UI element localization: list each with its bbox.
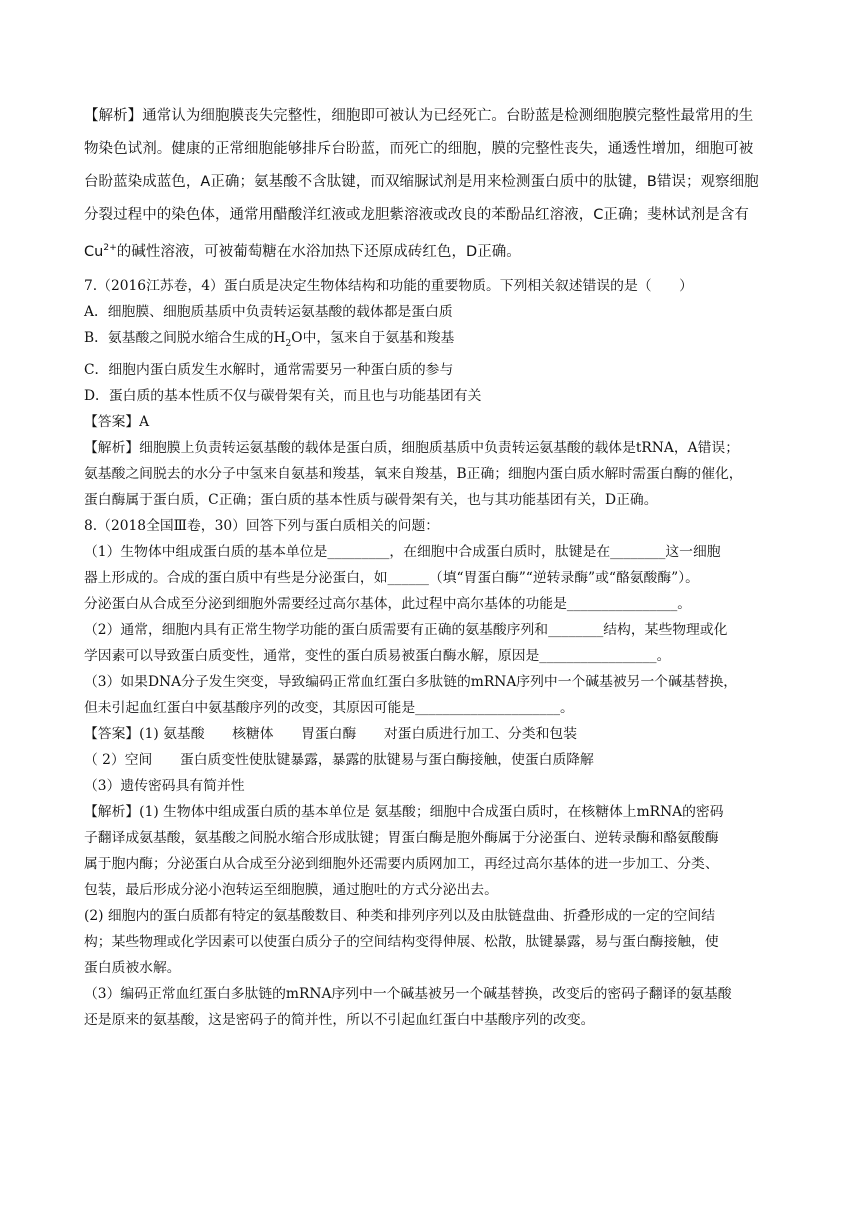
answer-line: 【答案】(1) 氨基酸 核糖体 胃蛋白酶 对蛋白质进行加工、分类和包装 [84,725,578,742]
ion-formula: Cu [84,243,104,260]
analysis-line: 蛋白质被水解。 [84,959,181,976]
sub-question-2: 学因素可以导致蛋白质变性，通常，变性的蛋白质易被蛋白酶水解，原因是_________________。 [84,647,671,664]
analysis-line: 蛋白酶属于蛋白质，C正确；蛋白质的基本性质与碳骨架有关，也与其功能基团有关，D正确。 [84,491,658,508]
analysis-line: 子翻译成氨基酸，氨基酸之间脱水缩合形成肽键；胃蛋白酶是胞外酶属于分泌蛋白、逆转录酶和酪氨酸酶 [84,829,719,846]
option-a: A．细胞膜、细胞质基质中负责转运氨基酸的载体都是蛋白质 [84,303,453,320]
sub-question-1: （1）生物体中组成蛋白质的基本单位是_________，在细胞中合成蛋白质时，肽键是在________这一细胞 [84,543,721,560]
analysis-line: (2) 细胞内的蛋白质都有特定的氨基酸数目、种类和排列序列以及由肽链盘曲、折叠形成的一定的空间结 [84,907,715,924]
option-b-text: B．氨基酸之间脱水缩合生成的H [84,329,286,346]
option-c: C．细胞内蛋白质发生水解时，通常需要另一种蛋白质的参与 [84,361,454,378]
ion-charge: 2+ [103,243,117,253]
question-8 [84,513,784,1033]
analysis-line: 【解析】通常认为细胞膜丧失完整性，细胞即可被认为已经死亡。台盼蓝是检测细胞膜完整性最常用的生 [84,108,754,124]
analysis-line: （3）编码正常血红蛋白多肽链的mRNA序列中一个碱基被另一个碱基替换，改变后的密码子翻译的氨基酸 [84,985,732,1002]
question-7 [84,273,784,513]
option-b-text-end: O中，氢来自于氨基和羧基 [291,329,455,346]
option-d: D．蛋白质的基本性质不仅与碳骨架有关，而且也与功能基团有关 [84,387,482,404]
sub-question-1: 分泌蛋白从合成至分泌到细胞外需要经过高尔基体，此过程中高尔基体的功能是________________。 [84,595,692,612]
question-stem: 8.（2018全国Ⅲ卷，30）回答下列与蛋白质相关的问题： [84,517,440,534]
answer-label: 【答案】A [84,413,150,430]
formula-subscript: 2 [285,338,292,349]
sub-question-1: 器上形成的。合成的蛋白质中有些是分泌蛋白，如______（填“胃蛋白酶”“逆转录酶”或“酪氨酸酶”）。 [84,569,699,586]
document-page [84,96,784,1033]
answer-line: （3）遗传密码具有简并性 [84,777,245,794]
analysis-line: 构；某些物理或化学因素可以使蛋白质分子的空间结构变得伸展、松散，肽键暴露，易与蛋白酶接触，使 [84,933,719,950]
question-stem: 7.（2016江苏卷，4）蛋白质是决定生物体结构和功能的重要物质。下列相关叙述错误的是（ ） [84,277,693,294]
analysis-line: 【解析】细胞膜上负责转运氨基酸的载体是蛋白质，细胞质基质中负责转运氨基酸的载体是tRNA，A错误； [84,439,739,456]
sub-question-3: 但未引起血红蛋白中氨基酸序列的改变，其原因可能是_____________________。 [84,699,574,716]
analysis-line: 包装，最后形成分泌小泡转运至细胞膜，通过胞吐的方式分泌出去。 [84,881,498,898]
analysis-line: 还是原来的氨基酸，这是密码子的简并性，所以不引起血红蛋白中基酸序列的改变。 [84,1011,595,1028]
analysis-block-q6 [84,103,784,265]
analysis-line: 【解析】(1) 生物体中组成蛋白质的基本单位是 氨基酸；细胞中合成蛋白质时，在核糖体上mRNA的密码 [84,803,724,820]
analysis-line: 物染色试剂。健康的正常细胞能够排斥台盼蓝，而死亡的细胞，膜的完整性丧失，通透性增加，细胞可被 [84,141,754,157]
sub-question-3: （3）如果DNA分子发生突变，导致编码正常血红蛋白多肽链的mRNA序列中一个碱基被另一个碱基替换， [84,673,738,690]
sub-question-2: （2）通常，细胞内具有正常生物学功能的蛋白质需要有正确的氨基酸序列和________结构，某些物理或化 [84,621,728,638]
analysis-line: 台盼蓝染成蓝色，A正确；氨基酸不含肽键，而双缩脲试剂是用来检测蛋白质中的肽键，B错误；观察细胞 [84,174,759,190]
analysis-line: 氨基酸之间脱去的水分子中氢来自氨基和羧基，氧来自羧基，B正确；细胞内蛋白质水解时需蛋白酶的催化， [84,465,743,482]
analysis-line: 分裂过程中的染色体，通常用醋酸洋红液或龙胆紫溶液或改良的苯酚品红溶液，C正确；斐林试剂是含有 [84,207,749,223]
option-b [84,325,784,357]
analysis-line: 属于胞内酶；分泌蛋白从合成至分泌到细胞外还需要内质网加工，再经过高尔基体的进一步加工、分类、 [84,855,719,872]
analysis-text: 的碱性溶液，可被葡萄糖在水浴加热下还原成砖红色，D正确。 [116,243,521,260]
answer-line: （ 2）空间 蛋白质变性使肽键暴露，暴露的肽键易与蛋白酶接触，使蛋白质降解 [84,751,594,768]
analysis-line [84,235,784,265]
